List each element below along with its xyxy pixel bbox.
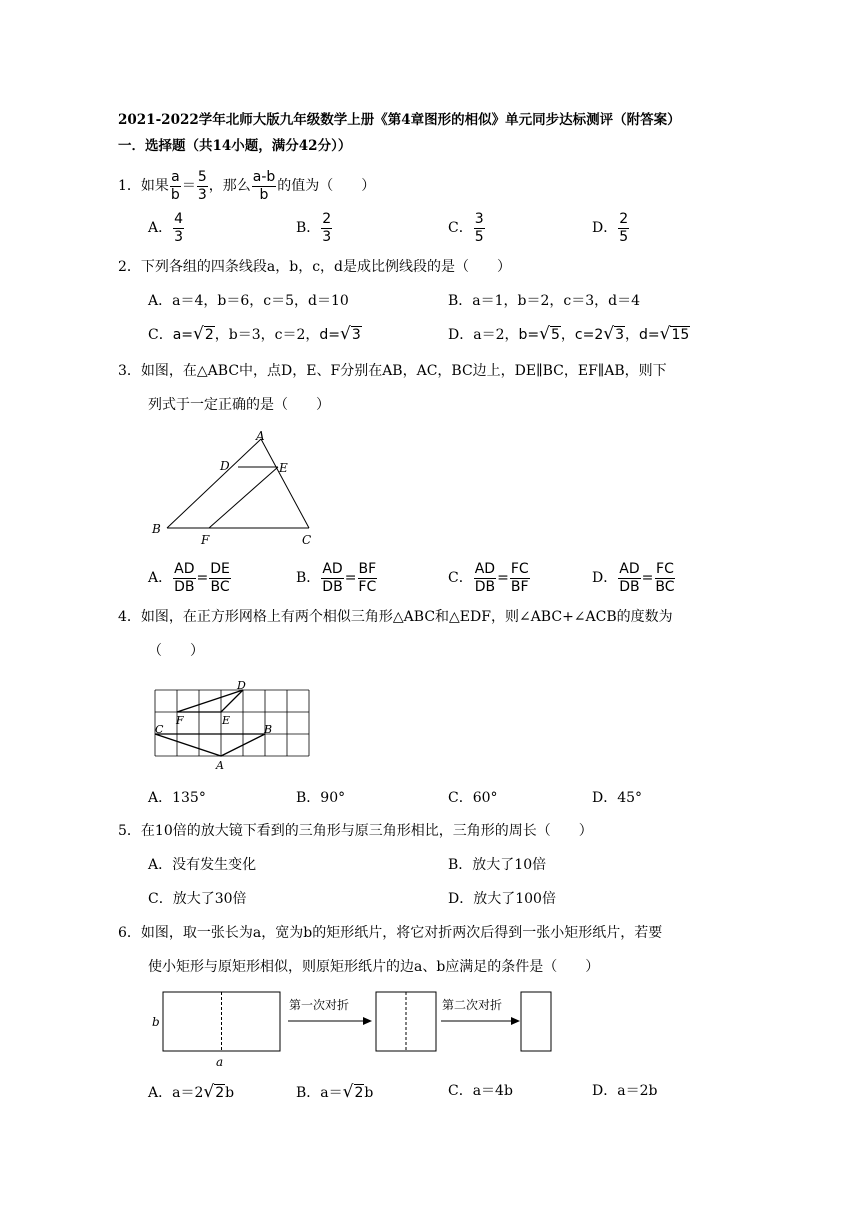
q2-option-c[interactable]: C．a=√2，b＝3，c＝2，d=√3 (148, 324, 361, 344)
question-4-stem-line2: （ ） (148, 643, 204, 659)
twice-folded-rectangle (521, 992, 551, 1051)
fold-2-label: 第二次对折 (442, 998, 503, 1012)
q5-option-b[interactable]: B．放大了10倍 (448, 857, 547, 873)
label-c: C (302, 533, 312, 547)
label-f: F (201, 533, 210, 547)
q2-option-d[interactable]: D．a＝2，b=√5，c=2√3，d=√15 (448, 324, 690, 344)
label-d: D (220, 459, 230, 473)
label-a: a (216, 1055, 224, 1069)
document-title: 2021-2022学年北师大版九年级数学上册《第4章图形的相似》单元同步达标测评（附答案） (118, 112, 681, 128)
question-3-stem-line2: 列式于一定正确的是（ ） (148, 397, 330, 413)
question-1-stem: 1．如果 $\frac{a}{b}$ ＝ $\frac{5}{3}$ ，那么 $\frac{a-b}{b}$ 的值为（ ） (118, 169, 376, 203)
label-b: b (152, 1015, 160, 1029)
question-2-stem: 2．下列各组的四条线段a，b，c，d是成比例线段的是（ ） (118, 259, 512, 275)
label-e: E (222, 714, 231, 727)
segment-ab (167, 439, 261, 528)
q6-option-d[interactable]: D．a＝2b (592, 1083, 658, 1099)
fraction-a-over-b: $\frac{a}{b}$ (170, 169, 180, 203)
label-d: D (237, 679, 246, 692)
q3-option-c[interactable]: C． $\frac{AD}{DB}$ = $\frac{FC}{BF}$ (448, 561, 529, 595)
q5-option-d[interactable]: D．放大了100倍 (448, 891, 556, 907)
question-3-stem-line1: 3．如图，在△ABC中，点D，E、F分别在AB，AC，BC边上，DE∥BC，EF∥AB，则下 (118, 363, 667, 379)
square-grid-figure (145, 676, 315, 772)
fraction-a-minus-b-over-b: $\frac{a-b}{b}$ (252, 169, 276, 203)
triangle-edf (177, 690, 243, 712)
q4-option-b[interactable]: B．90° (296, 790, 346, 806)
label-b: B (264, 723, 273, 736)
question-4-stem-line1: 4．如图，在正方形网格上有两个相似三角形△ABC和△EDF，则∠ABC+∠ACB的度数为 (118, 609, 673, 625)
q3-option-d[interactable]: D． $\frac{AD}{DB}$ = $\frac{FC}{BC}$ (592, 561, 675, 595)
q3-option-b[interactable]: B． $\frac{AD}{DB}$ = $\frac{BF}{FC}$ (296, 561, 377, 595)
arrow-1-head (363, 1017, 372, 1025)
arrow-2-head (511, 1017, 520, 1025)
segment-ac (261, 439, 309, 528)
q6-option-c[interactable]: C．a＝4b (448, 1083, 513, 1099)
question-6-stem-line1: 6．如图，取一张长为a，宽为b的矩形纸片，将它对折两次后得到一张小矩形纸片，若要 (118, 925, 663, 941)
q4-option-a[interactable]: A．135° (148, 790, 206, 806)
q4-option-c[interactable]: C．60° (448, 790, 498, 806)
q6-option-a[interactable]: A．a＝2√2b (148, 1082, 235, 1102)
label-e: E (279, 461, 288, 475)
triangle-abc-figure (140, 420, 340, 550)
paper-folding-figure (148, 984, 568, 1072)
q1-option-c[interactable]: C． $\frac{3}{5}$ (448, 211, 484, 245)
label-a: A (256, 429, 265, 443)
q5-option-c[interactable]: C．放大了30倍 (148, 891, 247, 907)
q5-option-a[interactable]: A．没有发生变化 (148, 857, 257, 873)
fraction-5-over-3: $\frac{5}{3}$ (197, 169, 207, 203)
q4-option-d[interactable]: D．45° (592, 790, 643, 806)
question-5-stem: 5．在10倍的放大镜下看到的三角形与原三角形相比，三角形的周长（ ） (118, 823, 593, 839)
label-a: A (216, 759, 224, 772)
question-6-stem-line2: 使小矩形与原矩形相似，则原矩形纸片的边a、b应满足的条件是（ ） (148, 959, 600, 975)
q1-option-a[interactable]: A． $\frac{4}{3}$ (148, 211, 184, 245)
segment-ef (209, 467, 278, 528)
q3-option-a[interactable]: A． $\frac{AD}{DB}$ = $\frac{DE}{BC}$ (148, 561, 230, 595)
q1-option-b[interactable]: B． $\frac{2}{3}$ (296, 211, 332, 245)
triangle-abc (155, 734, 265, 756)
q1-option-d[interactable]: D． $\frac{2}{5}$ (592, 211, 629, 245)
fold-1-label: 第一次对折 (289, 998, 350, 1012)
q2-option-a[interactable]: A．a＝4，b＝6，c＝5，d＝10 (148, 293, 349, 309)
label-b: B (152, 522, 161, 536)
label-c: C (155, 723, 164, 736)
q6-option-b[interactable]: B．a＝√2b (296, 1082, 374, 1102)
label-f: F (176, 714, 184, 727)
section-heading: 一．选择题（共14小题，满分42分）） (118, 138, 352, 154)
q2-option-b[interactable]: B．a＝1，b＝2，c＝3，d＝4 (448, 293, 641, 309)
